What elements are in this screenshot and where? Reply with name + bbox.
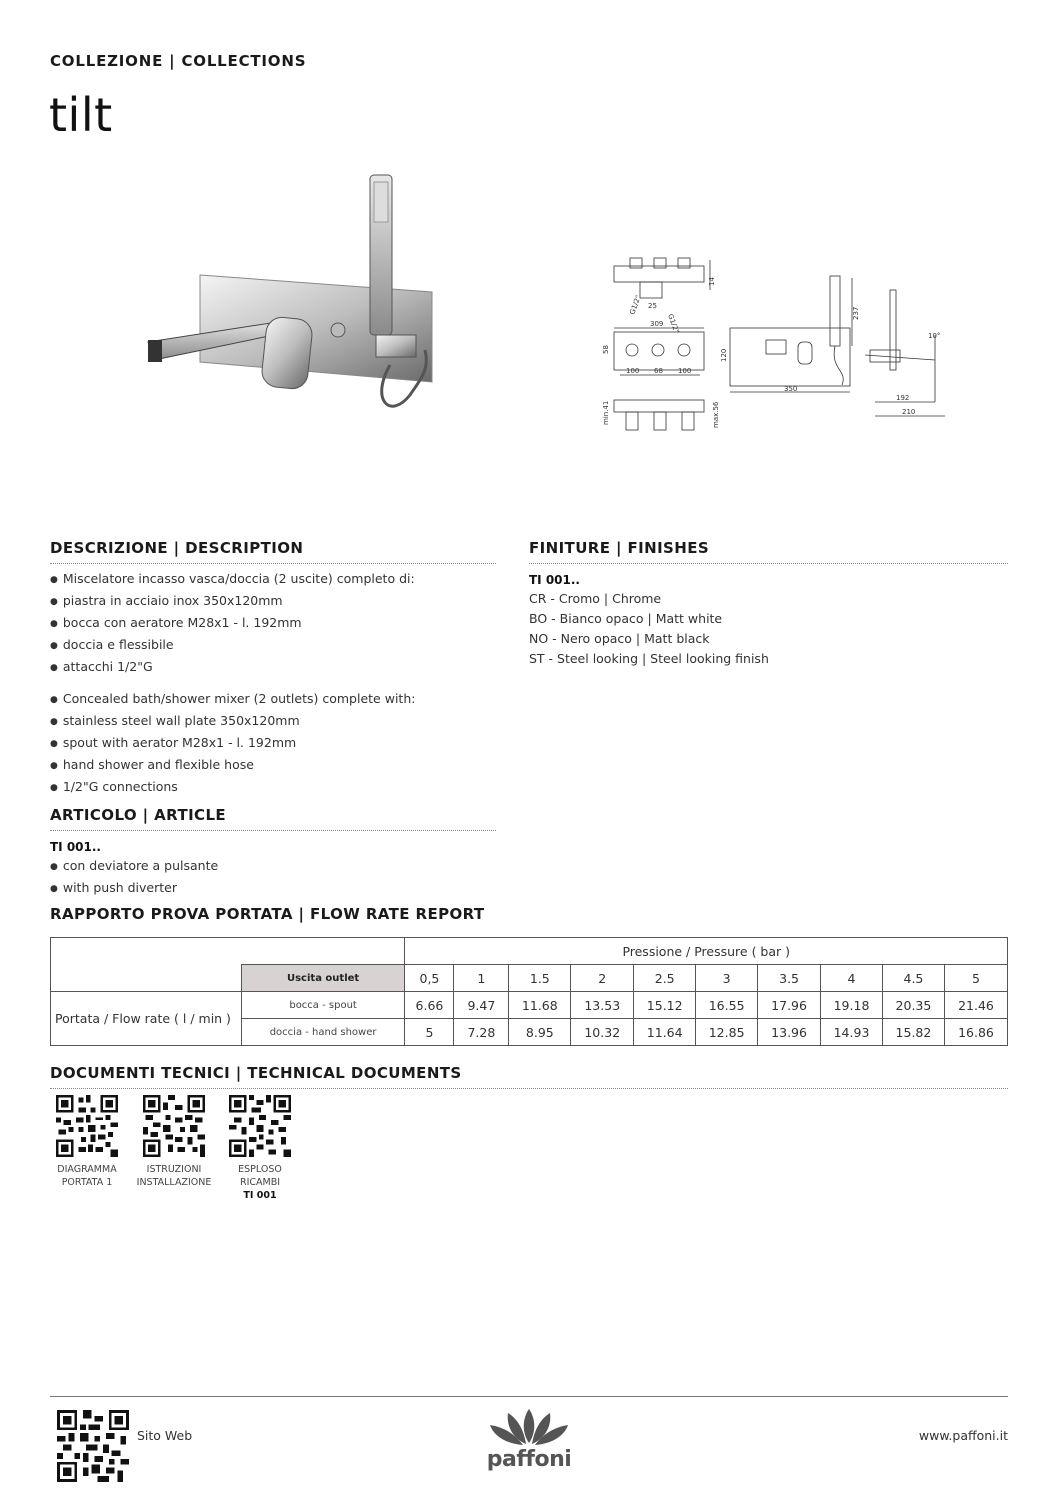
list-item: ● stainless steel wall plate 350x120mm <box>50 711 496 733</box>
paffoni-logo-icon <box>478 1407 580 1447</box>
dim-100-right: 100 <box>678 367 692 375</box>
article-heading: ARTICOLO | ARTICLE <box>50 806 496 831</box>
pressure-cell: 1.5 <box>509 965 571 992</box>
pressure-cell: 3 <box>696 965 758 992</box>
pressure-cell: 1 <box>454 965 509 992</box>
qr-code-icon[interactable] <box>229 1095 291 1157</box>
list-item: CR - Cromo | Chrome <box>529 591 662 606</box>
list-item: ● spout with aerator M28x1 - l. 192mm <box>50 733 496 755</box>
value-cell: 12.85 <box>696 1019 758 1046</box>
list-item: ST - Steel looking | Steel looking finish <box>529 651 769 666</box>
value-cell: 9.47 <box>454 992 509 1019</box>
finishes-code: TI 001.. <box>529 573 580 587</box>
list-item: ● Miscelatore incasso vasca/doccia (2 uscite) completo di: <box>50 569 496 591</box>
dim-309: 309 <box>650 320 664 328</box>
document-label-2: PORTATA 1 <box>61 1177 113 1188</box>
value-cell: 10.32 <box>571 1019 634 1046</box>
value-cell: 6.66 <box>405 992 454 1019</box>
dim-g12-right: G1/2" <box>666 312 681 335</box>
website-label: Sito Web <box>137 1428 193 1443</box>
dim-14: 14 <box>708 277 716 286</box>
collection-label: COLLEZIONE | COLLECTIONS <box>50 52 307 70</box>
value-cell: 21.46 <box>944 992 1007 1019</box>
dim-10-degree: 10° <box>928 332 941 340</box>
list-item: ● piastra in acciaio inox 350x120mm <box>50 591 496 613</box>
outlet-label: doccia - hand shower <box>241 1019 405 1046</box>
list-item: ● con deviatore a pulsante <box>50 856 496 878</box>
dim-237: 237 <box>852 306 860 320</box>
list-item: ● 1/2"G connections <box>50 777 496 799</box>
pressure-cell: 0,5 <box>405 965 454 992</box>
pressure-cell: 2.5 <box>634 965 696 992</box>
description-list-it <box>50 569 496 679</box>
paffoni-logo <box>478 1407 580 1473</box>
value-cell: 19.18 <box>821 992 883 1019</box>
value-cell: 8.95 <box>509 1019 571 1046</box>
value-cell: 16.86 <box>944 1019 1007 1046</box>
value-cell: 17.96 <box>758 992 821 1019</box>
document-exploded-view[interactable] <box>220 1095 300 1202</box>
document-label-2: RICAMBI <box>239 1177 281 1188</box>
finishes-list <box>529 589 1008 669</box>
dim-192: 192 <box>896 394 910 402</box>
document-label-1: ISTRUZIONI <box>146 1164 202 1175</box>
value-cell: 7.28 <box>454 1019 509 1046</box>
dim-max56: max.56 <box>712 401 720 428</box>
product-title: tilt <box>49 88 113 142</box>
list-item: BO - Bianco opaco | Matt white <box>529 611 723 626</box>
qr-code-icon[interactable] <box>56 1095 118 1157</box>
product-photo <box>140 170 440 430</box>
documents-heading: DOCUMENTI TECNICI | TECHNICAL DOCUMENTS <box>50 1064 1008 1089</box>
value-cell: 15.82 <box>882 1019 944 1046</box>
list-item: ● bocca con aeratore M28x1 - l. 192mm <box>50 613 496 635</box>
website-qr-code-icon[interactable] <box>57 1410 129 1482</box>
list-item: ● attacchi 1/2"G <box>50 657 496 679</box>
pressure-cell: 2 <box>571 965 634 992</box>
value-cell: 11.68 <box>509 992 571 1019</box>
dim-100-left: 100 <box>626 367 640 375</box>
value-cell: 5 <box>405 1019 454 1046</box>
document-code: TI 001 <box>243 1190 277 1201</box>
empty-cell <box>51 938 405 965</box>
value-cell: 20.35 <box>882 992 944 1019</box>
dim-350: 350 <box>784 385 798 393</box>
technical-drawing <box>590 250 950 440</box>
pressure-cell: 4.5 <box>882 965 944 992</box>
outlet-label: bocca - spout <box>241 992 405 1019</box>
list-item: ● doccia e flessibile <box>50 635 496 657</box>
dim-g12-left: G1/2" <box>628 294 643 316</box>
qr-code-icon[interactable] <box>143 1095 205 1157</box>
outlet-header: Uscita outlet <box>241 965 405 992</box>
value-cell: 14.93 <box>821 1019 883 1046</box>
article-code: TI 001.. <box>50 840 101 854</box>
pressure-header: Pressione / Pressure ( bar ) <box>405 938 1008 965</box>
dim-min41: min.41 <box>602 400 610 425</box>
row-label: Portata / Flow rate ( l / min ) <box>51 992 242 1046</box>
list-item: ● hand shower and flexible hose <box>50 755 496 777</box>
article-list <box>50 856 496 900</box>
value-cell: 16.55 <box>696 992 758 1019</box>
value-cell: 15.12 <box>634 992 696 1019</box>
document-label-2: INSTALLAZIONE <box>136 1177 212 1188</box>
footer-divider <box>50 1396 1008 1397</box>
document-instructions[interactable] <box>134 1095 214 1189</box>
dim-68: 68 <box>654 367 663 375</box>
document-label-1: DIAGRAMMA <box>57 1164 117 1175</box>
flow-rate-table <box>50 937 1008 1046</box>
pressure-cell: 5 <box>944 965 1007 992</box>
document-label-1: ESPLOSO <box>238 1164 282 1175</box>
list-item: ● Concealed bath/shower mixer (2 outlets) complete with: <box>50 689 496 711</box>
description-list-en <box>50 689 496 799</box>
dim-25: 25 <box>648 302 657 310</box>
document-diagram[interactable] <box>47 1095 127 1189</box>
value-cell: 11.64 <box>634 1019 696 1046</box>
pressure-cell: 4 <box>821 965 883 992</box>
dim-58: 58 <box>602 345 610 354</box>
value-cell: 13.53 <box>571 992 634 1019</box>
dim-120: 120 <box>720 348 728 362</box>
brand-name: paffoni <box>486 1447 572 1472</box>
empty-cell <box>51 965 242 992</box>
website-url[interactable]: www.paffoni.it <box>918 1428 1008 1443</box>
dim-210: 210 <box>902 408 916 416</box>
table-row <box>51 992 1008 1019</box>
list-item: ● with push diverter <box>50 878 496 900</box>
flow-report-heading: RAPPORTO PROVA PORTATA | FLOW RATE REPORT <box>50 905 485 923</box>
list-item: NO - Nero opaco | Matt black <box>529 631 710 646</box>
finishes-heading: FINITURE | FINISHES <box>529 539 1008 564</box>
description-heading: DESCRIZIONE | DESCRIPTION <box>50 539 496 564</box>
value-cell: 13.96 <box>758 1019 821 1046</box>
pressure-cell: 3.5 <box>758 965 821 992</box>
